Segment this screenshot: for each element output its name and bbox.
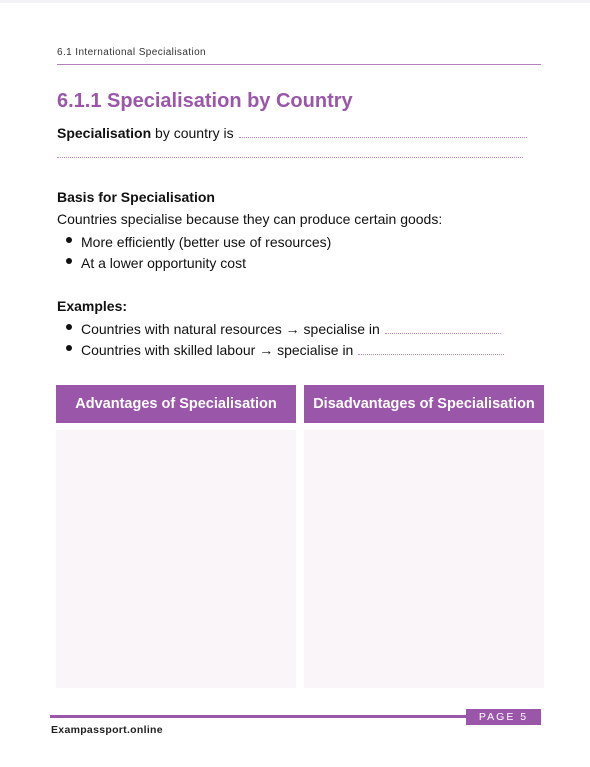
- examples-list: [57, 317, 504, 359]
- list-item: [57, 251, 331, 272]
- section-title: 6.1.1 Specialisation by Country: [57, 90, 353, 112]
- bullet-icon: [66, 345, 72, 351]
- basis-heading: Basis for Specialisation: [57, 189, 215, 205]
- top-strip: [0, 0, 590, 3]
- bullet-icon: [66, 237, 72, 243]
- advantages-answer-box[interactable]: [56, 430, 296, 688]
- basis-item-text: More efficiently (better use of resources): [81, 234, 332, 250]
- example-blank-line[interactable]: [358, 354, 504, 355]
- footer-rule: [50, 715, 466, 718]
- page-number-badge: PAGE 5: [466, 709, 541, 725]
- basis-item-text: At a lower opportunity cost: [81, 255, 246, 271]
- list-item: [57, 230, 331, 251]
- basis-list: [57, 230, 331, 272]
- example-item-text: Countries with skilled labour → specialise in: [81, 342, 354, 358]
- examples-heading: Examples:: [57, 298, 128, 314]
- definition-line: [57, 124, 527, 142]
- basis-intro: Countries specialise because they can produce certain goods:: [57, 211, 443, 227]
- definition-text: by country is: [151, 125, 234, 141]
- footer-site-name: Exampassport.online: [51, 724, 163, 736]
- example-blank-line[interactable]: [385, 333, 501, 334]
- bullet-icon: [66, 324, 72, 330]
- disadvantages-answer-box[interactable]: [304, 430, 544, 688]
- list-item: [57, 317, 504, 338]
- running-header: [57, 47, 541, 65]
- definition-blank-line-1[interactable]: [239, 137, 527, 138]
- bullet-icon: [66, 258, 72, 264]
- example-item-text: Countries with natural resources → specialise in: [81, 321, 380, 337]
- disadvantages-header: Disadvantages of Specialisation: [304, 385, 544, 423]
- definition-term: Specialisation: [57, 125, 152, 141]
- definition-blank-line-2[interactable]: [57, 157, 523, 158]
- list-item: [57, 338, 504, 359]
- advantages-header: Advantages of Specialisation: [56, 385, 296, 423]
- running-header-title: 6.1 International Specialisation: [57, 47, 207, 58]
